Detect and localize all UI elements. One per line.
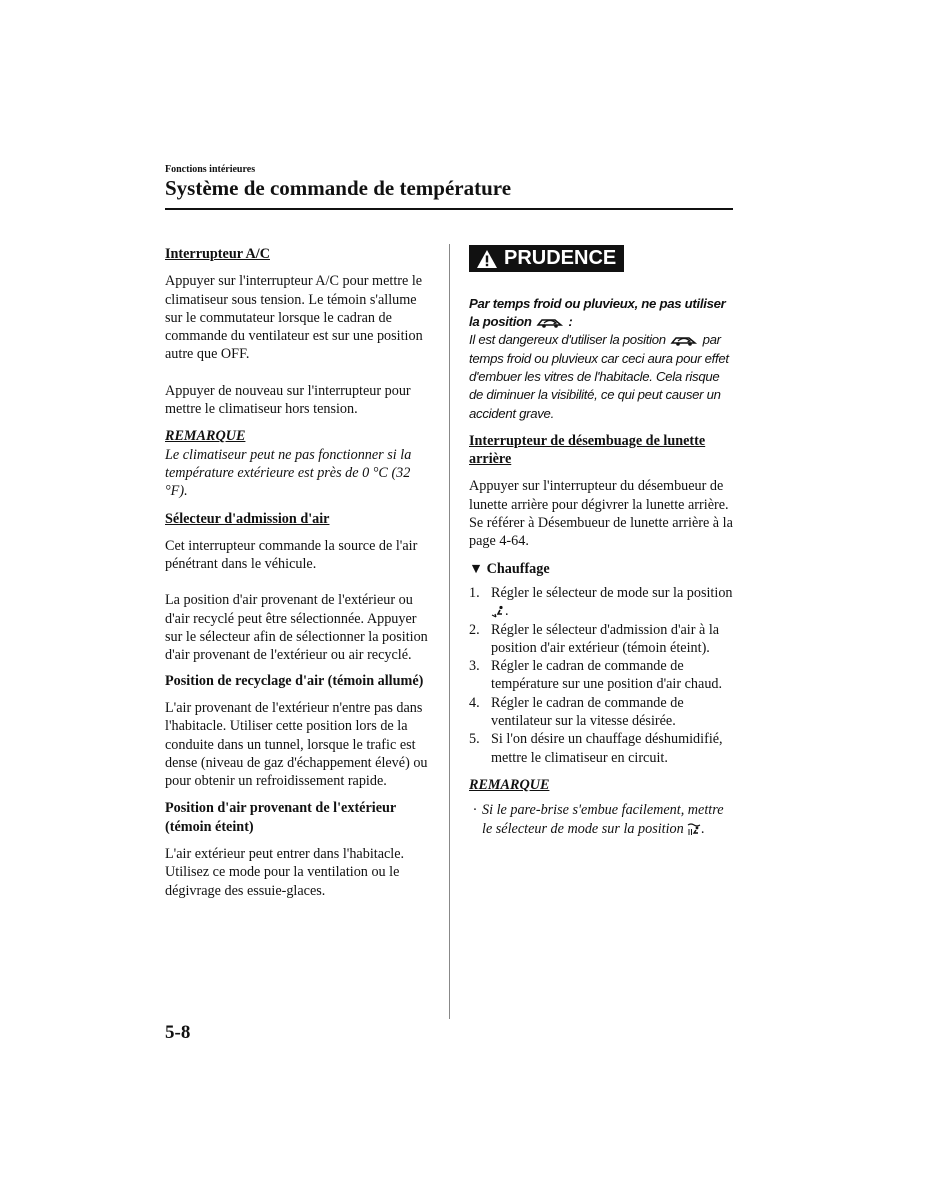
outside-air-heading: Position d'air provenant de l'extérieur (témoin éteint) [165,800,396,835]
air-intake-paragraph-2: La position d'air provenant de l'extérieur ou d'air recyclé peut être sélectionnée. Appuyer sur le sélecteur afin de sélectionner la position d'air provenant de l'extérieur ou air recyclé. [165,592,428,664]
heating-title: Chauffage [486,560,550,577]
column-divider [449,244,450,1019]
floor-mode-icon [491,605,505,618]
caution-text-b: par temps froid ou pluvieux car ceci aura pour effet d'embuer les vitres de l'habitacle. Cela risque de diminuer la visibilité, ce qui peut causer un accident grave. [469,332,729,421]
recirculation-heading: Position de recyclage d'air (témoin allumé) [165,672,424,689]
ac-switch-paragraph-1: Appuyer sur l'interrupteur A/C pour mettre le climatiseur sous tension. Le témoin s'allume sur le commutateur lorsque le cadran de commande du ventilateur est sur une position autre que OFF. [165,273,423,363]
left-column [165,245,435,900]
heating-heading [469,560,735,578]
page-number: 5-8 [165,1022,191,1043]
caution-bold-colon: : [568,314,573,330]
air-intake-heading: Sélecteur d'admission d'air [165,510,330,527]
caution-text-block [469,295,735,423]
caution-bold-text: Par temps froid ou pluvieux, ne pas utiliser la position [469,295,726,330]
title-rule [165,208,733,210]
page-title: Système de commande de température [165,176,512,200]
section-label: Fonctions intérieures [165,164,256,175]
ac-switch-paragraph-2: Appuyer de nouveau sur l'interrupteur pour mettre le climatiseur hors tension. [165,382,411,418]
heating-note-item: · Si le pare-brise s'embue facilement, mettre le sélecteur de mode sur la position . [473,802,724,837]
warning-triangle-icon [476,249,498,269]
recirculation-car-icon [669,333,699,347]
note-text: Le climatiseur peut ne pas fonctionner si la température extérieure est près de 0 °C (32 °F). [165,446,412,500]
list-item: 4. Régler le cadran de commande de ventilateur sur la vitesse désirée. [469,694,684,730]
heating-steps-list [469,584,735,767]
recirculation-car-icon [535,315,565,329]
note-label: REMARQUE [165,428,246,445]
heating-marker: ▼ [469,560,484,577]
right-column [469,245,735,838]
rear-defogger-heading: Interrupteur de désembuage de lunette arrière [469,432,706,468]
heating-note-label: REMARQUE [469,776,550,793]
heating-note-text: Si le pare-brise s'embue facilement, mettre le sélecteur de mode sur la position [482,802,724,837]
recirculation-paragraph: L'air provenant de l'extérieur n'entre pas dans l'habitacle. Utiliser cette position lors de la conduite dans un tunnel, lorsque le trafic est dense (niveau de gaz d'échappement élevé) ou pour obtenir un refroidissement rapide. [165,699,428,790]
list-item: 1. Régler le sélecteur de mode sur la position . [469,584,733,620]
list-item: 3. Régler le cadran de commande de température sur une position d'air chaud. [469,658,723,693]
outside-air-paragraph: L'air extérieur peut entrer dans l'habitacle. Utilisez ce mode pour la ventilation ou le dégivrage des essuie-glaces. [165,846,405,899]
list-item: 5. Si l'on désire un chauffage déshumidifié, mettre le climatiseur en circuit. [469,731,723,766]
floor-defrost-mode-icon [687,823,701,836]
ac-switch-heading: Interrupteur A/C [165,246,270,262]
caution-badge [469,245,624,272]
caution-label: PRUDENCE [504,247,617,270]
note-bullet: · [473,802,477,819]
rear-defogger-paragraph-2: Se référer à Désembueur de lunette arrière à la page 4-64. [469,515,733,550]
caution-text-a: Il est dangereux d'utiliser la position [469,332,666,348]
list-item: 2. Régler le sélecteur d'admission d'air à la position d'air extérieur (témoin éteint). [469,621,720,656]
air-intake-paragraph-1: Cet interrupteur commande la source de l'air pénétrant dans le véhicule. [165,537,418,573]
rear-defogger-paragraph-1: Appuyer sur l'interrupteur du désembueur de lunette arrière pour dégivrer la lunette arrière. [469,478,729,513]
